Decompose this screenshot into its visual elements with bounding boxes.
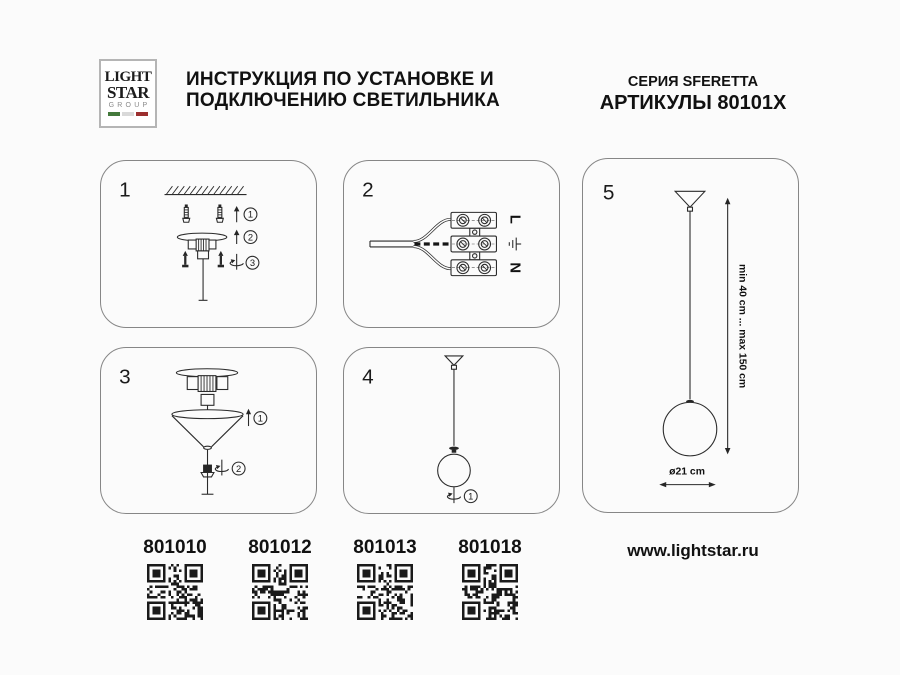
article-code: 801013 xyxy=(353,537,417,558)
step-panel-1 xyxy=(100,160,317,328)
article-code: 801012 xyxy=(248,537,312,558)
series-label: СЕРИЯ SFERETTA xyxy=(627,74,759,90)
svg-text:1: 1 xyxy=(468,491,474,502)
rotate-fastener-icon xyxy=(215,460,228,476)
page-title-line1: ИНСТРУКЦИЯ ПО УСТАНОВКЕ И xyxy=(186,69,494,90)
page-title xyxy=(186,69,500,112)
logo-word-star: STAR xyxy=(106,82,150,102)
diagram-dimensions xyxy=(583,159,798,512)
step-panel-2 xyxy=(343,160,560,328)
panel-number: 1 xyxy=(119,178,131,202)
diagram-shade-attachment xyxy=(344,348,559,513)
qr-code xyxy=(252,564,308,620)
qr-code xyxy=(147,564,203,620)
page-title-line2: ПОДКЛЮЧЕНИЮ СВЕТИЛЬНИКА xyxy=(186,89,500,111)
qr-code xyxy=(357,564,413,620)
wire-neutral xyxy=(413,246,451,268)
svg-text:2: 2 xyxy=(236,463,242,474)
wire-live xyxy=(413,219,451,241)
panel-number: 3 xyxy=(119,365,131,389)
website-url: www.lightstar.ru xyxy=(627,541,759,560)
diagram-wiring-terminal xyxy=(344,161,559,327)
shade-fitting xyxy=(449,447,459,453)
diameter-label: ø21 cm xyxy=(669,466,705,478)
pendant-cone xyxy=(675,191,705,211)
ground-icon xyxy=(509,238,521,251)
articles-heading: АРТИКУЛЫ 80101X xyxy=(599,92,787,114)
article-code: 801010 xyxy=(143,537,207,558)
height-range-label: min 40 cm ... max 150 cm xyxy=(736,263,748,389)
italian-flag-icon xyxy=(108,112,148,116)
svg-text:3: 3 xyxy=(249,258,256,269)
step-marker-2 xyxy=(234,230,257,244)
mount-plate xyxy=(176,369,237,410)
dimensions-panel xyxy=(582,158,799,513)
lightstar-logo xyxy=(99,59,157,128)
terminal-label-neutral: N xyxy=(506,262,523,274)
step-panel-4 xyxy=(343,347,560,514)
diagram-mounting-anchors xyxy=(101,161,316,327)
height-dimension xyxy=(725,198,748,455)
qr-code xyxy=(462,564,518,620)
cord-and-fastener xyxy=(201,450,214,494)
rotate-shade-icon xyxy=(447,487,460,503)
svg-text:1: 1 xyxy=(247,209,254,220)
logo-word-light: LIGHT xyxy=(104,68,152,85)
terminal-label-live: L xyxy=(506,214,523,224)
panel-number: 5 xyxy=(602,181,615,205)
wall-anchor-icon xyxy=(183,204,190,222)
step-marker-2 xyxy=(215,460,245,476)
glass-sphere xyxy=(663,402,717,456)
ceiling-hatch-icon xyxy=(165,186,247,194)
step-marker-3 xyxy=(230,254,259,270)
logo-word-group: GROUP xyxy=(108,102,151,110)
rotate-screw-icon xyxy=(230,254,243,270)
step-marker-1 xyxy=(246,409,267,426)
cone-canopy xyxy=(172,410,243,450)
terminal-block xyxy=(451,212,496,275)
diameter-dimension xyxy=(659,467,715,487)
supply-cable xyxy=(370,241,413,247)
step-marker-1 xyxy=(234,206,257,222)
panel-number: 2 xyxy=(362,178,374,202)
diagram-canopy-assembly xyxy=(101,348,316,513)
pendant-cone xyxy=(445,356,463,369)
screw-icon xyxy=(218,251,224,267)
svg-text:1: 1 xyxy=(257,413,263,424)
panel-number: 4 xyxy=(362,365,374,389)
svg-text:2: 2 xyxy=(247,232,254,243)
article-code: 801018 xyxy=(458,537,522,558)
wall-anchor-icon xyxy=(216,204,223,222)
glass-sphere xyxy=(438,454,471,487)
step-panel-3 xyxy=(100,347,317,514)
step-marker-1 xyxy=(447,487,477,503)
screw-icon xyxy=(182,251,188,267)
